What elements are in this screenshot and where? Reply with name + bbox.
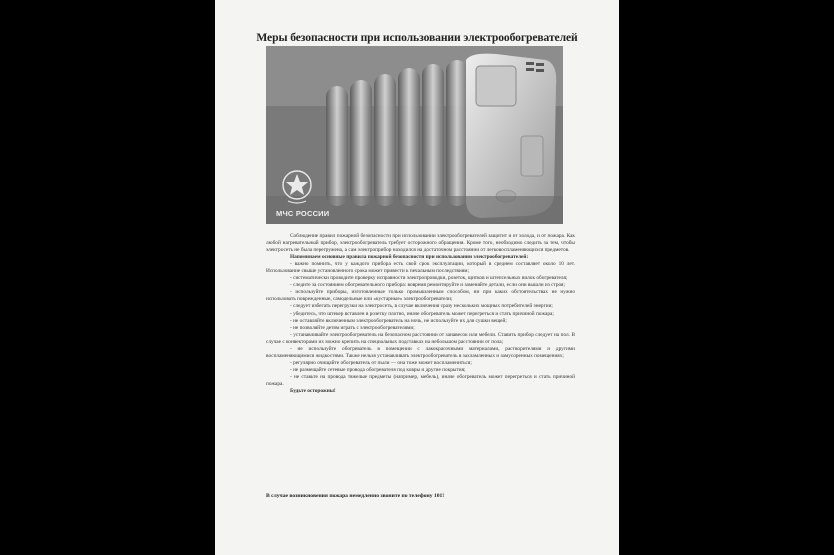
rule-item: - регулярно очищайте обогреватель от пыли — она тоже может воспламениться; xyxy=(290,359,472,366)
emergency-phone-line: В случае возникновения пожара немедленно звоните по телефону 101! xyxy=(266,493,445,499)
heater-photo xyxy=(266,46,563,224)
rule-item: - не оставляйте включенным электрообогреватель на ночь, не используйте их для сушки вещей; xyxy=(290,317,507,324)
rule-item: - не размещайте сетевые провода обогревателя под ковры и другие покрытия; xyxy=(290,366,466,373)
document-title: Меры безопасности при использовании электрообогревателей xyxy=(256,31,578,44)
document-page xyxy=(215,0,619,555)
rule-item: - не позволяйте детям играть с электрообогревателями; xyxy=(290,324,415,331)
emergency-ministry-logo-text: МЧС РОССИИ xyxy=(276,209,330,218)
rules-heading: Напоминаем основные правила пожарной безопасности при использовании электрообогревателей: xyxy=(290,254,529,261)
rule-item: - используйте приборы, изготовленные только промышленным способом, ни при каких обстоятельствах не нужно использовать поврежденные, самодельные или «кустарные» электрообогреватели; xyxy=(266,289,575,303)
rule-item: - важно помнить, что у каждого прибора есть свой срок эксплуатации, который в среднем составляет около 10 лет. Использование свыше установленного срока может привести к печальным последствиям; xyxy=(266,261,575,275)
rule-item: - не используйте обогреватель в помещении с лакокрасочными материалами, растворителями и другими воспламеняющимися жидкостями. Также нельзя устанавливать электрообогреватель в захламленных и замусоренных помещениях; xyxy=(266,345,575,359)
rule-item: - следите за состоянием обогревательного прибора: вовремя ремонтируйте и заменяйте детали, если они вышли из строя; xyxy=(290,282,565,289)
closing-line: Будьте осторожны! xyxy=(290,388,336,395)
rule-item: - следует избегать перегрузки на электросеть, в случае включения сразу нескольких мощных потребителей энергии; xyxy=(290,303,553,310)
rule-item: - систематически проводите проверку исправности электропроводки, розеток, щитков и штепсельных вилок обогревателя; xyxy=(290,275,568,282)
document-body xyxy=(266,233,575,395)
rule-item: - убедитесь, что штекер вставлен в розетку плотно, иначе обогреватель может перегреться и стать причиной пожара; xyxy=(290,310,554,317)
rule-item: - устанавливайте электрообогреватель на безопасном расстоянии от занавесок или мебели. Ставить прибор следует на пол. В случае с конвекторами их можно крепить на специальных подставках на небольшом расстоянии от пола; xyxy=(266,331,575,345)
intro-paragraph: Соблюдение правил пожарной безопасности при использовании электрообогревателей защитит и от холода, и от пожара. Как любой нагревательный прибор, электрообогреватель требует осторожного обращения. Кроме того, необходимо следить за тем, чтобы электросеть не была перегружена, а сам электроприбор находился на достаточном расстоянии от легковоспламеняющихся предметов. xyxy=(266,233,575,254)
rule-item: - не ставьте на провода тяжелые предметы (например, мебель), иначе обогреватель может перегреться и стать причиной пожара. xyxy=(266,373,575,387)
